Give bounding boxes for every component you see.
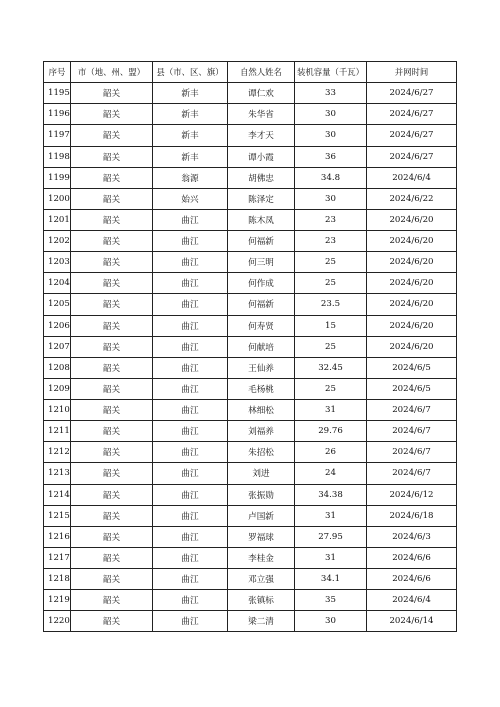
- cell-person-name: 何寿贤: [228, 315, 295, 336]
- cell-grid-date: 2024/6/5: [367, 378, 457, 399]
- cell-person-name: 朱华省: [228, 104, 295, 125]
- cell-capacity: 30: [295, 188, 367, 209]
- cell-capacity: 24: [295, 463, 367, 484]
- cell-capacity: 30: [295, 125, 367, 146]
- cell-city: 韶关: [71, 83, 153, 104]
- cell-grid-date: 2024/6/6: [367, 569, 457, 590]
- cell-index: 1210: [44, 400, 71, 421]
- cell-index: 1202: [44, 231, 71, 252]
- cell-index: 1203: [44, 252, 71, 273]
- cell-index: 1198: [44, 146, 71, 167]
- cell-capacity: 23.5: [295, 294, 367, 315]
- cell-county: 曲江: [153, 484, 228, 505]
- header-grid-connection-date: 并网时间: [367, 62, 457, 83]
- cell-city: 韶关: [71, 400, 153, 421]
- cell-city: 韶关: [71, 547, 153, 568]
- cell-grid-date: 2024/6/22: [367, 188, 457, 209]
- cell-county: 新丰: [153, 125, 228, 146]
- cell-city: 韶关: [71, 315, 153, 336]
- cell-grid-date: 2024/6/3: [367, 526, 457, 547]
- cell-city: 韶关: [71, 611, 153, 632]
- cell-grid-date: 2024/6/20: [367, 273, 457, 294]
- cell-grid-date: 2024/6/6: [367, 547, 457, 568]
- header-index: 序号: [44, 62, 71, 83]
- cell-index: 1206: [44, 315, 71, 336]
- cell-index: 1196: [44, 104, 71, 125]
- cell-index: 1218: [44, 569, 71, 590]
- table-row: [44, 463, 457, 484]
- table-row: [44, 273, 457, 294]
- cell-capacity: 32.45: [295, 357, 367, 378]
- cell-index: 1212: [44, 442, 71, 463]
- cell-county: 曲江: [153, 252, 228, 273]
- cell-county: 曲江: [153, 231, 228, 252]
- cell-index: 1214: [44, 484, 71, 505]
- table-row: [44, 188, 457, 209]
- cell-city: 韶关: [71, 146, 153, 167]
- cell-grid-date: 2024/6/20: [367, 209, 457, 230]
- table-row: [44, 569, 457, 590]
- cell-grid-date: 2024/6/27: [367, 83, 457, 104]
- table-row: [44, 104, 457, 125]
- cell-person-name: 何福新: [228, 231, 295, 252]
- table-row: [44, 294, 457, 315]
- cell-capacity: 25: [295, 378, 367, 399]
- cell-person-name: 林细松: [228, 400, 295, 421]
- cell-county: 曲江: [153, 336, 228, 357]
- cell-index: 1216: [44, 526, 71, 547]
- cell-county: 曲江: [153, 463, 228, 484]
- pv-installation-table: [43, 61, 457, 632]
- cell-index: 1208: [44, 357, 71, 378]
- cell-grid-date: 2024/6/4: [367, 590, 457, 611]
- cell-city: 韶关: [71, 104, 153, 125]
- cell-city: 韶关: [71, 125, 153, 146]
- cell-city: 韶关: [71, 442, 153, 463]
- cell-capacity: 25: [295, 252, 367, 273]
- cell-capacity: 36: [295, 146, 367, 167]
- cell-capacity: 31: [295, 400, 367, 421]
- cell-index: 1201: [44, 209, 71, 230]
- cell-county: 曲江: [153, 421, 228, 442]
- cell-grid-date: 2024/6/20: [367, 315, 457, 336]
- cell-county: 新丰: [153, 83, 228, 104]
- table-header: [44, 62, 457, 83]
- cell-city: 韶关: [71, 357, 153, 378]
- cell-index: 1217: [44, 547, 71, 568]
- cell-grid-date: 2024/6/20: [367, 252, 457, 273]
- cell-person-name: 李桂金: [228, 547, 295, 568]
- header-row: [44, 62, 457, 83]
- cell-county: 始兴: [153, 188, 228, 209]
- cell-capacity: 33: [295, 83, 367, 104]
- cell-city: 韶关: [71, 526, 153, 547]
- table-row: [44, 315, 457, 336]
- cell-grid-date: 2024/6/18: [367, 505, 457, 526]
- cell-capacity: 23: [295, 231, 367, 252]
- table-row: [44, 611, 457, 632]
- cell-capacity: 34.8: [295, 167, 367, 188]
- cell-index: 1213: [44, 463, 71, 484]
- cell-grid-date: 2024/6/7: [367, 442, 457, 463]
- cell-index: 1215: [44, 505, 71, 526]
- cell-grid-date: 2024/6/20: [367, 231, 457, 252]
- cell-person-name: 毛杨桃: [228, 378, 295, 399]
- cell-index: 1211: [44, 421, 71, 442]
- header-person-name: 自然人姓名: [228, 62, 295, 83]
- cell-capacity: 31: [295, 547, 367, 568]
- cell-index: 1204: [44, 273, 71, 294]
- cell-person-name: 王仙养: [228, 357, 295, 378]
- header-county: 县（市、区、旗）: [153, 62, 228, 83]
- cell-capacity: 25: [295, 273, 367, 294]
- header-city: 市（地、州、盟）: [71, 62, 153, 83]
- cell-city: 韶关: [71, 569, 153, 590]
- cell-county: 曲江: [153, 378, 228, 399]
- cell-person-name: 何福新: [228, 294, 295, 315]
- cell-capacity: 26: [295, 442, 367, 463]
- cell-grid-date: 2024/6/12: [367, 484, 457, 505]
- cell-index: 1195: [44, 83, 71, 104]
- cell-county: 曲江: [153, 526, 228, 547]
- cell-person-name: 何作成: [228, 273, 295, 294]
- cell-county: 曲江: [153, 442, 228, 463]
- cell-person-name: 刘福养: [228, 421, 295, 442]
- cell-city: 韶关: [71, 188, 153, 209]
- cell-person-name: 李才天: [228, 125, 295, 146]
- table-body: [44, 83, 457, 632]
- table-row: [44, 167, 457, 188]
- cell-county: 曲江: [153, 505, 228, 526]
- cell-county: 曲江: [153, 611, 228, 632]
- cell-city: 韶关: [71, 231, 153, 252]
- cell-capacity: 30: [295, 611, 367, 632]
- table-row: [44, 252, 457, 273]
- cell-grid-date: 2024/6/20: [367, 294, 457, 315]
- table-row: [44, 421, 457, 442]
- cell-person-name: 陈泽定: [228, 188, 295, 209]
- cell-grid-date: 2024/6/27: [367, 125, 457, 146]
- table-row: [44, 125, 457, 146]
- cell-city: 韶关: [71, 378, 153, 399]
- cell-grid-date: 2024/6/7: [367, 421, 457, 442]
- cell-grid-date: 2024/6/14: [367, 611, 457, 632]
- cell-capacity: 34.1: [295, 569, 367, 590]
- cell-capacity: 35: [295, 590, 367, 611]
- cell-city: 韶关: [71, 590, 153, 611]
- cell-index: 1197: [44, 125, 71, 146]
- cell-person-name: 罗福球: [228, 526, 295, 547]
- cell-county: 曲江: [153, 209, 228, 230]
- cell-person-name: 张振勋: [228, 484, 295, 505]
- cell-county: 曲江: [153, 547, 228, 568]
- cell-city: 韶关: [71, 273, 153, 294]
- cell-index: 1209: [44, 378, 71, 399]
- cell-county: 曲江: [153, 590, 228, 611]
- cell-county: 曲江: [153, 273, 228, 294]
- cell-county: 新丰: [153, 146, 228, 167]
- cell-capacity: 29.76: [295, 421, 367, 442]
- table-row: [44, 526, 457, 547]
- cell-person-name: 邓立强: [228, 569, 295, 590]
- cell-person-name: 何献培: [228, 336, 295, 357]
- table-row: [44, 442, 457, 463]
- cell-person-name: 卢国新: [228, 505, 295, 526]
- cell-capacity: 31: [295, 505, 367, 526]
- cell-person-name: 谭仁欢: [228, 83, 295, 104]
- table-row: [44, 505, 457, 526]
- cell-index: 1207: [44, 336, 71, 357]
- cell-index: 1200: [44, 188, 71, 209]
- table-row: [44, 209, 457, 230]
- cell-city: 韶关: [71, 463, 153, 484]
- cell-capacity: 34.38: [295, 484, 367, 505]
- cell-capacity: 15: [295, 315, 367, 336]
- cell-city: 韶关: [71, 167, 153, 188]
- cell-city: 韶关: [71, 209, 153, 230]
- cell-person-name: 梁二清: [228, 611, 295, 632]
- cell-index: 1219: [44, 590, 71, 611]
- cell-person-name: 谭小霞: [228, 146, 295, 167]
- cell-county: 翁源: [153, 167, 228, 188]
- cell-city: 韶关: [71, 484, 153, 505]
- cell-county: 曲江: [153, 315, 228, 336]
- cell-index: 1199: [44, 167, 71, 188]
- table-row: [44, 231, 457, 252]
- table-row: [44, 146, 457, 167]
- cell-city: 韶关: [71, 336, 153, 357]
- cell-person-name: 朱招松: [228, 442, 295, 463]
- cell-capacity: 30: [295, 104, 367, 125]
- cell-grid-date: 2024/6/7: [367, 400, 457, 421]
- cell-person-name: 刘进: [228, 463, 295, 484]
- table-row: [44, 357, 457, 378]
- cell-person-name: 何三明: [228, 252, 295, 273]
- cell-county: 曲江: [153, 294, 228, 315]
- cell-grid-date: 2024/6/20: [367, 336, 457, 357]
- cell-index: 1220: [44, 611, 71, 632]
- cell-city: 韶关: [71, 421, 153, 442]
- header-installed-capacity: 装机容量（千瓦）: [295, 62, 367, 83]
- table-row: [44, 547, 457, 568]
- cell-city: 韶关: [71, 252, 153, 273]
- table-row: [44, 400, 457, 421]
- cell-grid-date: 2024/6/5: [367, 357, 457, 378]
- cell-grid-date: 2024/6/27: [367, 146, 457, 167]
- cell-grid-date: 2024/6/4: [367, 167, 457, 188]
- cell-capacity: 25: [295, 336, 367, 357]
- table-row: [44, 484, 457, 505]
- cell-city: 韶关: [71, 294, 153, 315]
- cell-county: 曲江: [153, 569, 228, 590]
- cell-grid-date: 2024/6/27: [367, 104, 457, 125]
- table-row: [44, 378, 457, 399]
- cell-person-name: 陈木凤: [228, 209, 295, 230]
- cell-county: 曲江: [153, 357, 228, 378]
- cell-person-name: 张镇标: [228, 590, 295, 611]
- table-row: [44, 83, 457, 104]
- table-row: [44, 590, 457, 611]
- cell-city: 韶关: [71, 505, 153, 526]
- cell-capacity: 27.95: [295, 526, 367, 547]
- cell-capacity: 23: [295, 209, 367, 230]
- cell-person-name: 胡佛忠: [228, 167, 295, 188]
- cell-county: 新丰: [153, 104, 228, 125]
- cell-index: 1205: [44, 294, 71, 315]
- table-row: [44, 336, 457, 357]
- cell-county: 曲江: [153, 400, 228, 421]
- cell-grid-date: 2024/6/7: [367, 463, 457, 484]
